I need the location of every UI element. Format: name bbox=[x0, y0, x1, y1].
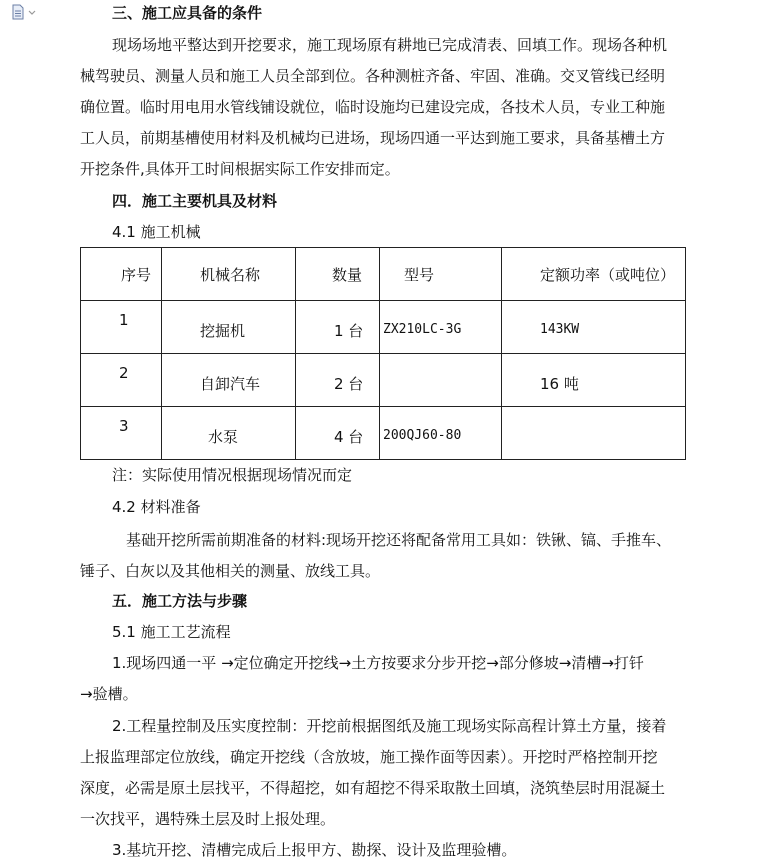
paragraph-line: 1.现场四通一平 →定位确定开挖线→土方按要求分步开挖→部分修坡→清槽→打钎 bbox=[112, 654, 644, 672]
paragraph-line: →验槽。 bbox=[80, 685, 138, 703]
paragraph-line: 械驾驶员、测量人员和施工人员全部到位。各种测桩齐备、牢固、准确。交叉管线已经明 bbox=[80, 67, 666, 85]
table-cell: ZX210LC-3G bbox=[383, 322, 462, 337]
table-cell: 挖掘机 bbox=[200, 322, 246, 340]
table-cell: 自卸汽车 bbox=[200, 375, 261, 393]
table-header-cell: 数量 bbox=[332, 266, 363, 284]
paragraph-line: 一次找平，遇特殊土层及时上报处理。 bbox=[80, 810, 336, 828]
table-cell: 2 台 bbox=[334, 375, 364, 393]
table-header-cell: 序号 bbox=[121, 266, 152, 284]
table-header-cell: 定额功率（或吨位） bbox=[540, 266, 676, 284]
table-cell: 16 吨 bbox=[540, 375, 579, 393]
paragraph-line: 锤子、白灰以及其他相关的测量、放线工具。 bbox=[80, 562, 381, 580]
table-row bbox=[81, 354, 686, 407]
paragraph-line: 确位置。临时用电用水管线铺设就位，临时设施均已建设完成，各技术人员，专业工种施 bbox=[80, 98, 666, 116]
table-cell: 4 台 bbox=[334, 428, 364, 446]
document-icon[interactable] bbox=[12, 4, 38, 20]
section-4-heading: 四．施工主要机具及材料 bbox=[112, 192, 278, 210]
section-3-heading: 三、施工应具备的条件 bbox=[112, 4, 263, 22]
paragraph-line: 3.基坑开挖、清槽完成后上报甲方、勘探、设计及监理验槽。 bbox=[112, 841, 517, 859]
paragraph-line: 工人员，前期基槽使用材料及机械均已进场，现场四通一平达到施工要求，具备基槽土方 bbox=[80, 129, 666, 147]
table-cell: 1 台 bbox=[334, 322, 364, 340]
table-header-cell: 型号 bbox=[404, 266, 435, 284]
paragraph-line: 上报监理部定位放线，确定开挖线（含放坡，施工操作面等因素）。开挖时严格控制开挖 bbox=[80, 748, 658, 766]
table-row bbox=[81, 301, 686, 354]
table-cell: 2 bbox=[119, 364, 129, 382]
paragraph-line: 2.工程量控制及压实度控制：开挖前根据图纸及施工现场实际高程计算土方量，接着 bbox=[112, 717, 667, 735]
paragraph-line: 开挖条件,具体开工时间根据实际工作安排而定。 bbox=[80, 160, 400, 178]
table-cell: 1 bbox=[119, 311, 129, 329]
paragraph-line: 基础开挖所需前期准备的材料:现场开挖还将配备常用工具如：铁锹、镐、手推车、 bbox=[126, 531, 672, 549]
table-note: 注：实际使用情况根据现场情况而定 bbox=[112, 466, 353, 484]
table-cell: 200QJ60-80 bbox=[383, 428, 462, 443]
table-header-row bbox=[81, 248, 686, 301]
table-header-cell: 机械名称 bbox=[200, 266, 261, 284]
machinery-table bbox=[80, 247, 686, 460]
subsection-heading: 4.1 施工机械 bbox=[112, 223, 201, 241]
table-row bbox=[81, 407, 686, 460]
subsection-heading: 5.1 施工工艺流程 bbox=[112, 623, 231, 641]
subsection-heading: 4.2 材料准备 bbox=[112, 498, 201, 516]
paragraph-line: 现场场地平整达到开挖要求，施工现场原有耕地已完成清表、回填工作。现场各种机 bbox=[112, 36, 668, 54]
paragraph-line: 深度，必需是原土层找平，不得超挖，如有超挖不得采取散土回填，浇筑垫层时用混凝土 bbox=[80, 779, 666, 797]
table-cell: 3 bbox=[119, 417, 129, 435]
table-cell: 水泵 bbox=[208, 428, 239, 446]
section-5-heading: 五．施工方法与步骤 bbox=[112, 592, 248, 610]
table-cell: 143KW bbox=[540, 322, 580, 337]
